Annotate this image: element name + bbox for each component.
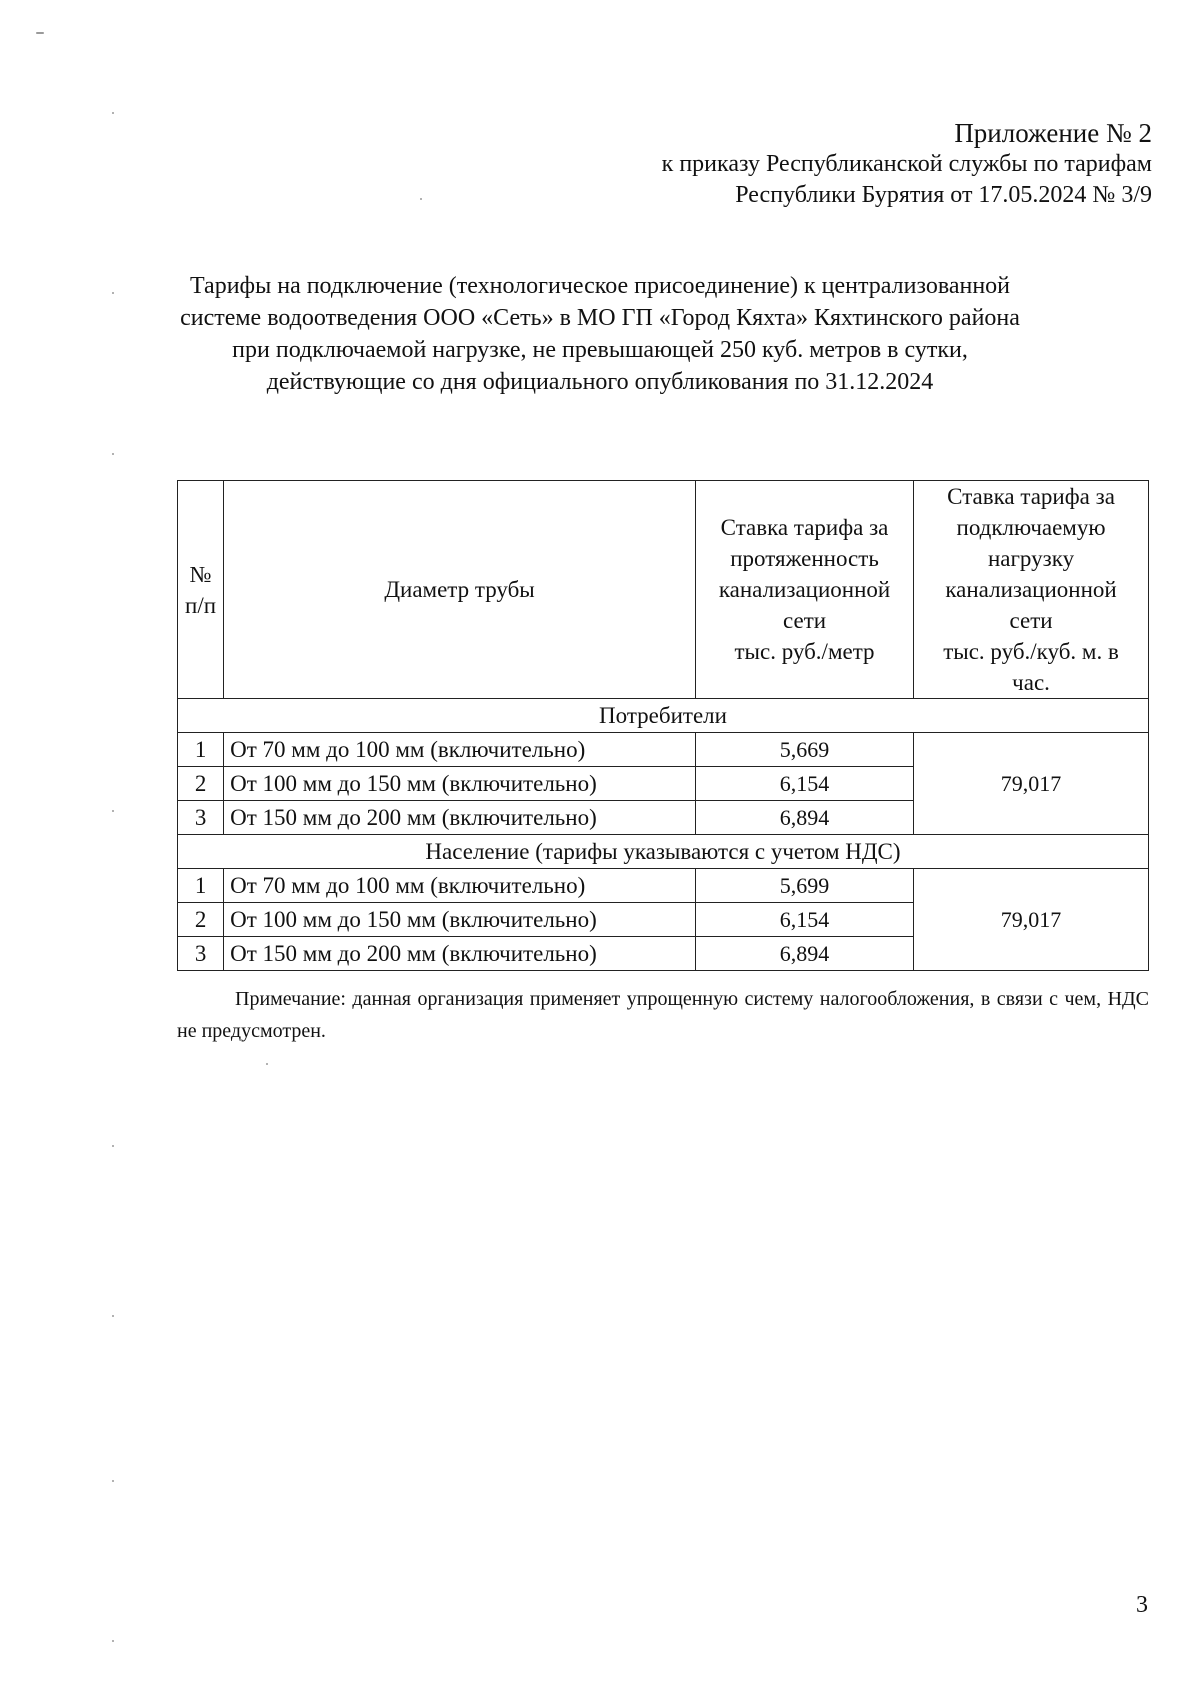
heading-line: Тарифы на подключение (технологическое присоединение) к централизованной bbox=[189, 273, 1011, 299]
heading-line: действующие со дня официального опубликования по 31.12.2024 bbox=[266, 369, 934, 395]
scan-speck bbox=[112, 112, 114, 114]
header-load-rate bbox=[914, 481, 1149, 699]
scan-speck bbox=[420, 198, 422, 200]
row-diameter: От 70 мм до 100 мм (включительно) bbox=[224, 733, 696, 767]
row-diameter: От 70 мм до 100 мм (включительно) bbox=[224, 869, 696, 903]
scan-speck bbox=[112, 810, 114, 812]
scan-speck bbox=[112, 1480, 114, 1482]
header-line: сети bbox=[1009, 608, 1053, 633]
appendix-title: Приложение № 2 bbox=[954, 118, 1152, 148]
row-diameter: От 150 мм до 200 мм (включительно) bbox=[224, 801, 696, 835]
header-line: канализационной bbox=[718, 577, 891, 602]
header-number-sign: № bbox=[189, 561, 212, 587]
header-line: сети bbox=[783, 608, 827, 633]
row-length-rate: 5,669 bbox=[695, 733, 913, 767]
appendix-date-line: Республики Бурятия от 17.05.2024 № 3/9 bbox=[735, 182, 1152, 208]
group-row-consumers bbox=[178, 699, 1149, 733]
header-line: тыс. руб./куб. м. в bbox=[943, 639, 1119, 664]
row-number: 3 bbox=[178, 937, 224, 971]
row-length-rate: 5,699 bbox=[695, 869, 913, 903]
row-number: 1 bbox=[178, 733, 224, 767]
header-line: нагрузку bbox=[987, 546, 1075, 571]
header-line: Ставка тарифа за bbox=[947, 484, 1115, 509]
scan-speck bbox=[112, 1145, 114, 1147]
header-line: час. bbox=[1012, 670, 1050, 695]
row-number: 2 bbox=[178, 767, 224, 801]
table-row bbox=[178, 733, 1149, 767]
row-diameter: От 100 мм до 150 мм (включительно) bbox=[224, 903, 696, 937]
group-title: Потребители bbox=[178, 699, 1149, 733]
header-line: канализационной bbox=[945, 577, 1117, 602]
tariff-table bbox=[177, 480, 1149, 971]
group-title: Население (тарифы указываются с учетом НДС) bbox=[178, 835, 1149, 869]
page-number: 3 bbox=[1136, 1592, 1148, 1618]
row-length-rate: 6,894 bbox=[695, 937, 913, 971]
header-diameter: Диаметр трубы bbox=[224, 481, 696, 699]
tax-note: Примечание: данная организация применяет упрощенную систему налогообложения, в связи с чем, НДС не предусмотрен. bbox=[177, 988, 1149, 1042]
row-diameter: От 100 мм до 150 мм (включительно) bbox=[224, 767, 696, 801]
row-number: 3 bbox=[178, 801, 224, 835]
header-line: тыс. руб./метр bbox=[734, 639, 875, 664]
row-number: 2 bbox=[178, 903, 224, 937]
header-line: подключаемую bbox=[956, 515, 1106, 540]
row-diameter: От 150 мм до 200 мм (включительно) bbox=[224, 937, 696, 971]
scan-speck bbox=[112, 453, 114, 455]
document-heading bbox=[150, 270, 1050, 398]
scan-speck bbox=[112, 1640, 114, 1642]
header-number bbox=[178, 481, 224, 699]
group-load-rate: 79,017 bbox=[914, 733, 1149, 835]
table-header-row bbox=[178, 481, 1149, 699]
group-load-rate: 79,017 bbox=[914, 869, 1149, 971]
scan-speck bbox=[112, 1315, 114, 1317]
row-length-rate: 6,154 bbox=[695, 903, 913, 937]
header-line: протяженность bbox=[730, 546, 879, 571]
header-length-rate bbox=[695, 481, 913, 699]
row-length-rate: 6,154 bbox=[695, 767, 913, 801]
scan-speck bbox=[36, 32, 44, 34]
heading-line: при подключаемой нагрузке, не превышающей 250 куб. метров в сутки, bbox=[232, 337, 968, 363]
group-row-population bbox=[178, 835, 1149, 869]
appendix-header bbox=[662, 118, 1152, 211]
table-row bbox=[178, 869, 1149, 903]
row-number: 1 bbox=[178, 869, 224, 903]
header-number-abbrev: п/п bbox=[185, 592, 217, 618]
row-length-rate: 6,894 bbox=[695, 801, 913, 835]
scan-speck bbox=[266, 1063, 268, 1065]
heading-line: системе водоотведения ООО «Сеть» в МО ГП «Город Кяхта» Кяхтинского района bbox=[180, 305, 1020, 331]
scan-speck bbox=[112, 292, 114, 294]
appendix-order-line: к приказу Республиканской службы по тарифам bbox=[661, 151, 1152, 177]
header-line: Ставка тарифа за bbox=[720, 515, 889, 540]
